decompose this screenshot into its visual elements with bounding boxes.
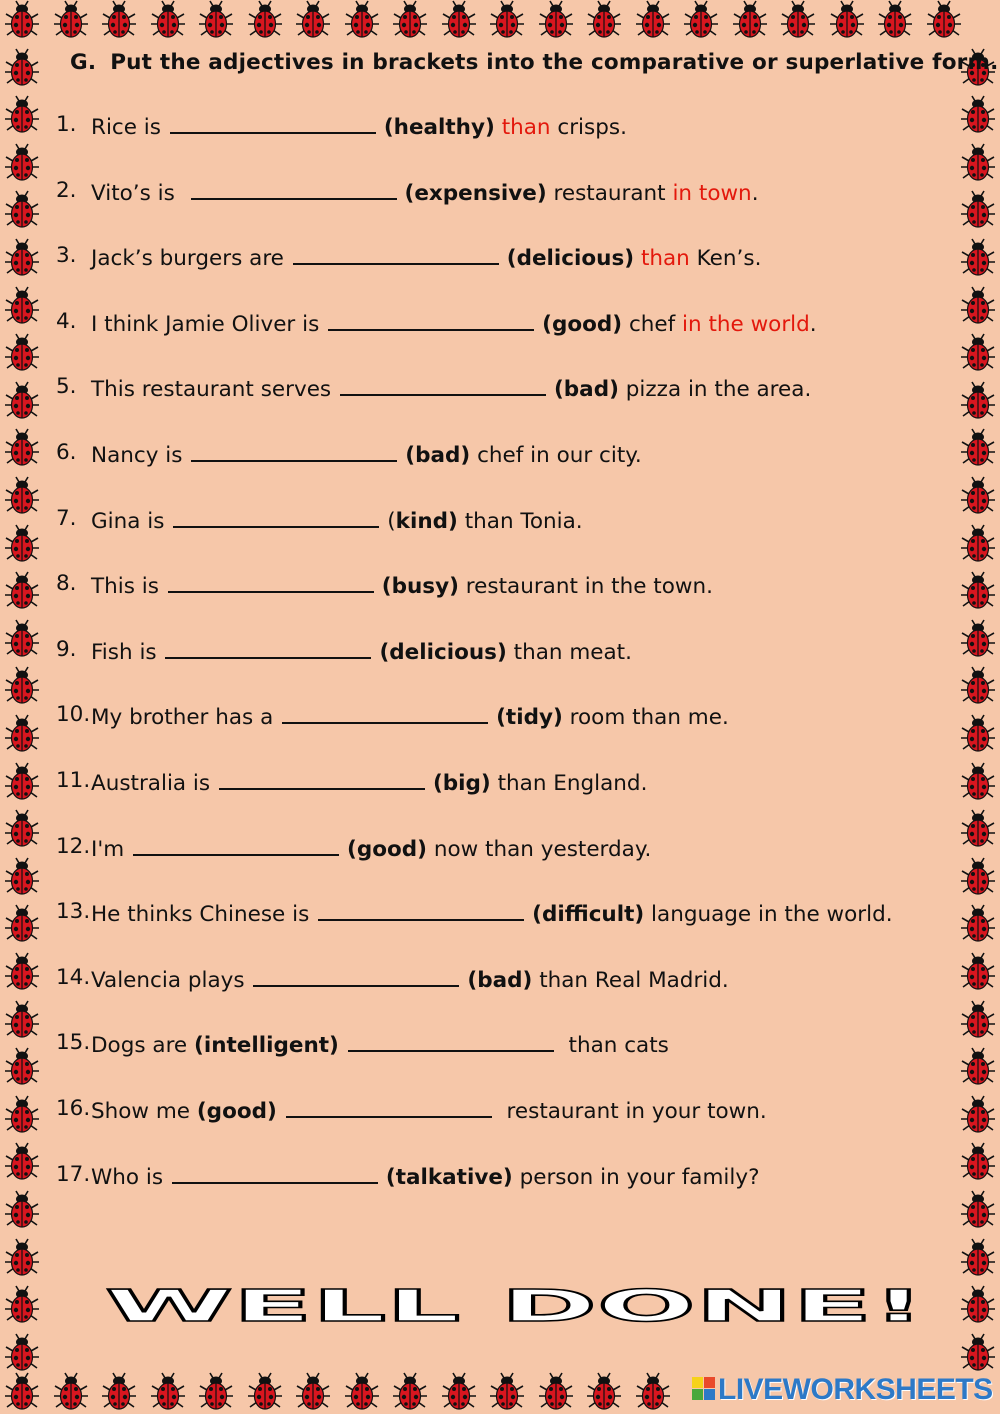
instruction-text: Put the adjectives in brackets into the comparative or superlative form. <box>110 50 999 75</box>
sentence-text: My brother has a <box>91 705 281 731</box>
ladybug-icon <box>960 428 996 468</box>
ladybug-icon <box>960 762 996 802</box>
ladybug-icon <box>960 524 996 564</box>
item-sentence <box>91 834 651 862</box>
ladybug-icon <box>53 1372 89 1412</box>
sentence-text: Ken’s. <box>689 246 762 272</box>
answer-blank[interactable] <box>219 768 425 790</box>
ladybug-icon <box>344 1372 380 1412</box>
ladybug-icon <box>732 0 768 40</box>
ladybug-icon <box>586 1372 622 1412</box>
ladybug-icon <box>4 286 40 326</box>
sentence-text: He thinks Chinese is <box>91 902 317 928</box>
answer-blank[interactable] <box>191 178 397 200</box>
ladybug-icon <box>4 381 40 421</box>
item-sentence <box>91 1162 760 1190</box>
sentence-text: crisps. <box>550 115 627 140</box>
ladybug-icon <box>960 952 996 992</box>
ladybug-icon <box>960 1238 996 1278</box>
well-done-banner <box>100 1275 930 1335</box>
sentence-text: Nancy is <box>91 442 190 468</box>
adjective-hint: (talkative) <box>385 1164 513 1190</box>
exercise-item <box>56 112 936 178</box>
sentence-text: now than yesterday. <box>427 836 652 862</box>
ladybug-icon <box>4 904 40 944</box>
item-sentence <box>91 965 729 993</box>
ladybug-icon <box>4 1190 40 1230</box>
ladybug-icon <box>960 857 996 897</box>
item-number: 4. <box>56 308 77 334</box>
liveworksheets-watermark <box>690 1372 993 1408</box>
sentence-text: room than me. <box>562 705 729 731</box>
exercise-letter: G. <box>70 50 97 75</box>
ladybug-icon <box>4 428 40 468</box>
item-number: 12. <box>56 833 91 859</box>
exercise-item <box>56 899 936 965</box>
answer-blank[interactable] <box>348 1030 554 1052</box>
item-number: 7. <box>56 505 77 531</box>
well-done-text: WELL DONE! <box>105 1281 925 1332</box>
adjective-hint: (expensive) <box>404 180 547 206</box>
ladybug-icon <box>247 0 283 40</box>
ladybug-icon <box>489 1372 525 1412</box>
ladybug-icon <box>392 0 428 40</box>
sentence-text: person in your family? <box>512 1164 760 1190</box>
answer-blank[interactable] <box>286 1096 492 1118</box>
item-sentence <box>91 899 893 927</box>
ladybug-icon <box>960 1333 996 1373</box>
ladybug-icon <box>4 1047 40 1087</box>
ladybug-icon <box>829 0 865 40</box>
sentence-text: ( <box>387 508 396 534</box>
ladybug-icon <box>960 381 996 421</box>
sentence-text: Dogs are <box>91 1033 194 1059</box>
adjective-hint: (good) <box>347 836 428 862</box>
ladybug-icon <box>4 1333 40 1373</box>
ladybug-icon <box>4 476 40 516</box>
item-number: 6. <box>56 439 77 465</box>
item-sentence <box>91 768 647 796</box>
keyword-hint: than <box>501 115 551 140</box>
watermark-text: LIVEWORKSHEETS <box>718 1373 993 1406</box>
ladybug-icon <box>926 0 962 40</box>
exercise-item <box>56 768 936 834</box>
ladybug-icon <box>960 1190 996 1230</box>
exercise-item <box>56 440 936 506</box>
keyword-hint: in town <box>672 180 752 206</box>
ladybug-icon <box>960 333 996 373</box>
adjective-hint: (difficult) <box>532 902 645 928</box>
item-sentence <box>91 309 817 337</box>
answer-blank[interactable] <box>318 899 524 921</box>
answer-blank[interactable] <box>282 702 488 724</box>
answer-blank[interactable] <box>133 834 339 856</box>
ladybug-icon <box>4 857 40 897</box>
sentence-text: This is <box>91 574 166 600</box>
ladybug-icon <box>538 0 574 40</box>
adjective-hint: (delicious) <box>506 246 635 272</box>
ladybug-icon <box>4 1238 40 1278</box>
sentence-text: Australia is <box>91 770 217 796</box>
sentence-text: Who is <box>91 1164 170 1190</box>
answer-blank[interactable] <box>340 374 546 396</box>
sentence-text <box>634 246 641 271</box>
item-number: 2. <box>56 177 77 203</box>
exercise-item <box>56 506 936 572</box>
ladybug-icon <box>4 762 40 802</box>
ladybug-icon <box>683 0 719 40</box>
adjective-hint: (intelligent) <box>194 1033 339 1059</box>
sentence-text: pizza in the area. <box>618 377 812 403</box>
ladybug-icon <box>960 1285 996 1325</box>
sentence-text <box>277 1099 284 1124</box>
ladybug-icon <box>780 0 816 40</box>
sentence-text: Show me <box>91 1098 197 1124</box>
ladybug-icon <box>4 809 40 849</box>
keyword-hint: than <box>640 246 690 272</box>
item-sentence <box>91 1030 669 1058</box>
sentence-text: restaurant <box>546 180 673 206</box>
sentence-text <box>339 1033 346 1058</box>
exercise-item <box>56 965 936 1031</box>
item-sentence <box>91 702 729 730</box>
item-sentence <box>91 178 759 206</box>
answer-blank[interactable] <box>173 506 379 528</box>
ladybug-icon <box>960 286 996 326</box>
sentence-text: Vito’s is <box>91 180 189 206</box>
item-number: 16. <box>56 1095 91 1121</box>
item-number: 15. <box>56 1030 91 1056</box>
ladybug-icon <box>344 0 380 40</box>
item-number: 8. <box>56 571 77 597</box>
exercise-item <box>56 571 936 637</box>
ladybug-icon <box>960 1000 996 1040</box>
adjective-hint: (good) <box>542 311 623 337</box>
exercise-item <box>56 1096 936 1162</box>
ladybug-icon <box>150 1372 186 1412</box>
sentence-text: restaurant in the town. <box>458 574 713 600</box>
ladybug-icon <box>4 1285 40 1325</box>
item-number: 3. <box>56 243 77 269</box>
adjective-hint: (bad) <box>467 967 533 993</box>
ladybug-icon <box>295 1372 331 1412</box>
ladybug-icon <box>489 0 525 40</box>
item-sentence <box>91 1096 767 1124</box>
ladybug-icon <box>4 333 40 373</box>
adjective-hint: kind) <box>395 508 458 534</box>
answer-blank[interactable] <box>170 112 376 134</box>
answer-blank[interactable] <box>191 440 397 462</box>
sentence-text: This restaurant serves <box>91 377 338 403</box>
sentence-text: chef in our city. <box>470 442 642 468</box>
sentence-text: . <box>809 311 817 337</box>
ladybug-icon <box>960 238 996 278</box>
item-sentence <box>91 112 627 140</box>
exercise-instruction <box>70 50 999 75</box>
ladybug-icon <box>4 619 40 659</box>
ladybug-icon <box>960 1095 996 1135</box>
adjective-hint: (bad) <box>405 442 471 468</box>
ladybug-icon <box>960 1142 996 1182</box>
item-number: 17. <box>56 1161 91 1187</box>
item-sentence <box>91 440 642 468</box>
exercise-item <box>56 309 936 375</box>
sentence-text <box>495 115 502 140</box>
item-number: 13. <box>56 899 91 925</box>
item-sentence <box>91 571 713 599</box>
item-number: 5. <box>56 374 77 400</box>
exercise-item <box>56 243 936 309</box>
answer-blank[interactable] <box>165 637 371 659</box>
ladybug-icon <box>101 0 137 40</box>
ladybug-icon <box>960 571 996 611</box>
sentence-text: than England. <box>490 770 648 796</box>
ladybug-icon <box>53 0 89 40</box>
ladybug-icon <box>960 904 996 944</box>
sentence-text: than cats <box>561 1033 669 1059</box>
answer-blank[interactable] <box>253 965 459 987</box>
answer-blank[interactable] <box>168 571 374 593</box>
ladybug-icon <box>150 0 186 40</box>
ladybug-icon <box>198 1372 234 1412</box>
liveworksheets-logo-icon <box>690 1375 718 1405</box>
item-sentence <box>91 506 583 534</box>
sentence-text: than Real Madrid. <box>532 967 729 993</box>
ladybug-icon <box>960 809 996 849</box>
sentence-text: than Tonia. <box>457 508 583 534</box>
ladybug-icon <box>295 0 331 40</box>
adjective-hint: (big) <box>432 770 491 796</box>
ladybug-icon <box>247 1372 283 1412</box>
exercise-item <box>56 374 936 440</box>
sentence-text: language in the world. <box>644 902 893 928</box>
ladybug-icon <box>4 48 40 88</box>
answer-blank[interactable] <box>328 309 534 331</box>
exercise-list <box>56 112 936 1227</box>
ladybug-icon <box>960 714 996 754</box>
exercise-item <box>56 178 936 244</box>
ladybug-icon <box>4 0 40 40</box>
answer-blank[interactable] <box>172 1162 378 1184</box>
ladybug-icon <box>4 238 40 278</box>
ladybug-icon <box>4 95 40 135</box>
sentence-text: Valencia plays <box>91 967 252 993</box>
adjective-hint: (healthy) <box>383 115 495 140</box>
ladybug-icon <box>586 0 622 40</box>
sentence-text: I'm <box>91 836 132 862</box>
sentence-text: chef <box>622 311 683 337</box>
ladybug-icon <box>960 190 996 230</box>
ladybug-icon <box>960 619 996 659</box>
ladybug-icon <box>4 952 40 992</box>
ladybug-icon <box>101 1372 137 1412</box>
ladybug-icon <box>960 143 996 183</box>
exercise-item <box>56 1162 936 1228</box>
ladybug-icon <box>4 714 40 754</box>
ladybug-icon <box>441 0 477 40</box>
exercise-item <box>56 834 936 900</box>
adjective-hint: (bad) <box>553 377 619 403</box>
ladybug-icon <box>960 1047 996 1087</box>
item-sentence <box>91 637 632 665</box>
exercise-item <box>56 702 936 768</box>
ladybug-icon <box>960 666 996 706</box>
ladybug-icon <box>441 1372 477 1412</box>
ladybug-icon <box>4 1095 40 1135</box>
item-number: 10. <box>56 702 91 728</box>
ladybug-icon <box>877 0 913 40</box>
item-number: 1. <box>56 112 77 137</box>
ladybug-icon <box>4 1142 40 1182</box>
ladybug-icon <box>635 1372 671 1412</box>
exercise-item <box>56 637 936 703</box>
ladybug-icon <box>635 0 671 40</box>
adjective-hint: (delicious) <box>379 639 507 665</box>
item-sentence <box>91 243 761 271</box>
item-sentence <box>91 374 811 402</box>
keyword-hint: in the world <box>682 311 810 337</box>
adjective-hint: (good) <box>196 1098 277 1124</box>
item-number: 9. <box>56 636 77 662</box>
item-number: 11. <box>56 767 91 793</box>
sentence-text: restaurant in your town. <box>499 1098 767 1124</box>
sentence-text: I think Jamie Oliver is <box>91 311 327 337</box>
ladybug-icon <box>960 95 996 135</box>
adjective-hint: (busy) <box>381 574 459 600</box>
ladybug-icon <box>4 666 40 706</box>
sentence-text: Jack’s burgers are <box>91 246 291 272</box>
ladybug-icon <box>4 571 40 611</box>
ladybug-icon <box>960 476 996 516</box>
ladybug-icon <box>4 143 40 183</box>
sentence-text: Gina is <box>91 508 172 534</box>
ladybug-icon <box>198 0 234 40</box>
sentence-text: Rice is <box>91 115 168 140</box>
item-number: 14. <box>56 964 91 990</box>
ladybug-icon <box>4 1372 40 1412</box>
answer-blank[interactable] <box>293 243 499 265</box>
adjective-hint: (tidy) <box>496 705 563 731</box>
exercise-item <box>56 1030 936 1096</box>
sentence-text: than meat. <box>506 639 632 665</box>
sentence-text: . <box>751 180 759 206</box>
ladybug-icon <box>4 1000 40 1040</box>
ladybug-icon <box>538 1372 574 1412</box>
ladybug-icon <box>4 190 40 230</box>
ladybug-icon <box>4 524 40 564</box>
ladybug-icon <box>392 1372 428 1412</box>
sentence-text: Fish is <box>91 639 164 665</box>
